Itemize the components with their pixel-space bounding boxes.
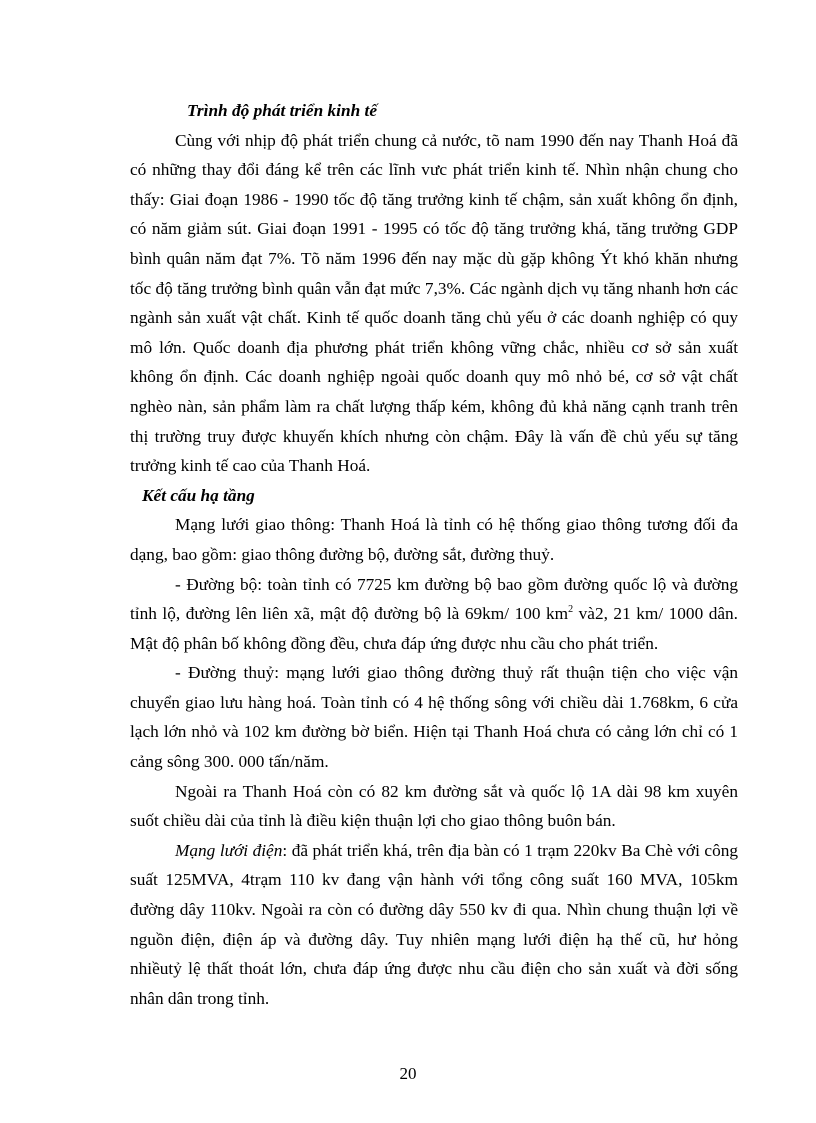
paragraph-power-grid — [130, 836, 738, 1014]
paragraph-railway: Ngoài ra Thanh Hoá còn có 82 km đường sắt và quốc lộ 1A dài 98 km xuyên suốt chiều dài của tỉnh là điều kiện thuận lợi cho giao thông buôn bán. — [130, 781, 738, 831]
road-text-part1: - Đường bộ: toàn tỉnh có 7725 km đường bộ bao gồm đường quốc lộ và đường tỉnh lộ, đường lên liên xã, mật độ đường bộ là 69km/ 100 km — [130, 574, 738, 624]
power-grid-label: Mạng lưới điện — [175, 840, 283, 860]
section-heading-economic-development: Trình độ phát triển kinh tế — [187, 101, 377, 120]
road-text-part2: và2, 21 km/ 1000 dân. Mật độ phân bố không đồng đều, chưa đáp ứng được nhu cầu cho phát triển. — [130, 604, 739, 653]
page-content — [130, 96, 738, 1013]
paragraph-transport-network: Mạng lưới giao thông: Thanh Hoá là tỉnh có hệ thống giao thông tương đối đa dạng, bao gồm: giao thông đường bộ, đường sắt, đường thuỷ. — [130, 515, 738, 564]
superscript-2: 2 — [568, 604, 574, 616]
paragraph-waterway: - Đường thuỷ: mạng lưới giao thông đường thuỷ rất thuận tiện cho việc vận chuyển giao lưu hàng hoá. Toàn tỉnh có 4 hệ thống sông với chiều dài 1.768km, 6 cửa lạch lớn nhỏ và 102 km đường bờ biển. Hiện tại Thanh Hoá chưa có cảng lớn chỉ có 1 cảng sông 300. 000 tấn/năm. — [130, 663, 738, 772]
paragraph-road — [130, 570, 738, 659]
section-heading-infrastructure: Kết cấu hạ tầng — [142, 485, 255, 505]
power-grid-text: : đã phát triển khá, trên địa bàn có 1 trạm 220kv Ba Chè với công suất 125MVA, 4trạm 110 kv đang vận hành với tổng công suất 160 MVA, 105km đường dây 110kv. Ngoài ra còn có đường dây 550 kv đi qua. Nhìn chung thuận lợi về nguồn điện, điện áp và đường dây. Tuy nhiên mạng lưới điện hạ thế cũ, hư hỏng nhiềutỷ lệ thất thoát lớn, chưa đáp ứng được nhu cầu điện cho sản xuất và đời sống nhân dân trong tỉnh. — [130, 840, 738, 1008]
page-number: 20 — [399, 1064, 417, 1083]
paragraph-economic-development: Cùng với nhịp độ phát triển chung cả nước, tõ nam 1990 đến nay Thanh Hoá đã có những thay đổi đáng kể trên các lĩnh vưc phát triển kinh tế. Nhìn nhận chung cho thấy: Giai đoạn 1986 - 1990 tốc độ tăng trưởng kinh tế chậm, sản xuất không ổn định, có năm giảm sút. Giai đoạn 1991 - 1995 có tốc độ tăng trưởng khá, tăng trưởng GDP bình quân năm đạt 7%. Tõ năm 1996 đến nay mặc dù gặp không Ýt khó khăn nhưng tốc độ tăng trưởng bình quân vẫn đạt mức 7,3%. Các ngành dịch vụ tăng nhanh hơn các ngành sản xuất vật chất. Kinh tế quốc doanh tăng chủ yếu ở các doanh nghiệp có quy mô lớn. Quốc doanh địa phương phát triển không vững chắc, nhiều cơ sở sản xuất không ổn định. Các doanh nghiệp ngoài quốc doanh quy mô nhỏ bé, cơ sở vật chất nghèo nàn, sản phẩm làm ra chất lượng thấp kém, không đủ khả năng cạnh tranh trên thị trường truy được khuyến khích nhưng còn chậm. Đây là vấn đề chủ yếu sự tăng trưởng kinh tế cao của Thanh Hoá. — [130, 130, 738, 476]
